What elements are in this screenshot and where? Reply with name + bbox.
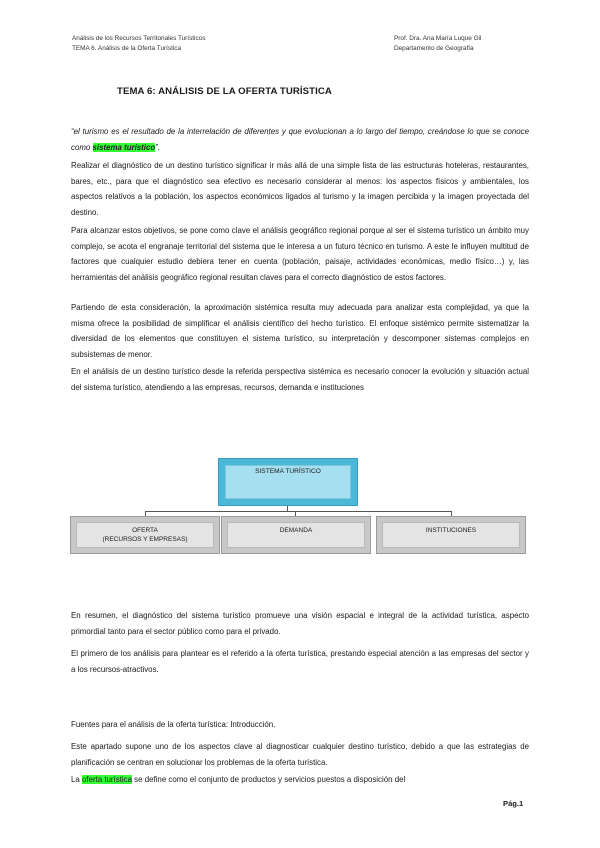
paragraph-4 <box>71 364 529 395</box>
diagram-node-label: SISTEMA TURÍSTICO <box>225 465 351 499</box>
last-line-start: La <box>71 775 82 784</box>
paragraph-2 <box>71 223 529 285</box>
paragraph-text: Partiendo de esta consideración, la aproximación sistémica resulta muy adecuada para analizar esta complejidad, ya que la misma ofrece la posibilidad de simplificar el análisis científico del hecho turístico. El enfoque sistémico permite sistematizar la diversidad de los elementos que constituyen el sistema turístico, su interpretación y descomponer sistemas complejos en subsistemas de menor. <box>71 303 529 359</box>
section-paragraph <box>71 739 529 770</box>
node-subtitle: (RECURSOS Y EMPRESAS) <box>102 536 188 543</box>
last-line <box>71 772 529 788</box>
paragraph-text: Este apartado supone uno de los aspectos clave al diagnosticar cualquier destino turístico, debido a que las estrategias de planificación se centran en solucionar los problemas de la oferta turística. <box>71 742 529 767</box>
header-right <box>394 34 481 54</box>
quote-end: ”. <box>155 142 161 152</box>
highlight-sistema-turistico: sistema turístico <box>92 142 156 152</box>
diagram-node-label <box>227 522 365 548</box>
node-title: OFERTA <box>132 527 158 534</box>
paragraph-3 <box>71 300 529 362</box>
diagram-node-label <box>382 522 520 548</box>
page-number: Pág.1 <box>503 799 524 808</box>
paragraph-text: Para alcanzar estos objetivos, se pone como clave el análisis geográfico regional porque al ser el sistema turístico un ámbito muy complejo, se acota el engranaje territorial del sistema que le interesa a un futuro técnico en turismo. A este le influyen multitud de factores que cualquier estudio debiera tener en cuenta (población, paisaje, actividades económicas, medio físico…) y, las herramientas del análisis geográfico regional resultan claves para el correcto diagnóstico de estos factores. <box>71 226 529 282</box>
header-topic: TEMA 6. Análisis de la Oferta Turística <box>72 45 182 52</box>
node-title: DEMANDA <box>279 527 313 534</box>
highlight-oferta-turistica: oferta turística <box>81 775 132 784</box>
diagram-node-label <box>76 522 214 548</box>
quote-text: “el turismo es el resultado de la interrelación de diferentes y que evolucionan a lo largo del tiempo, creándose lo que se conoce como <box>71 127 529 152</box>
paragraph-1 <box>71 158 529 220</box>
quote-paragraph <box>71 124 529 155</box>
diagram-connector <box>145 511 451 512</box>
header-department: Departamento de Geografía <box>394 45 474 52</box>
paragraph-text: Realizar el diagnóstico de un destino turístico significar ir más allá de una simple lista de las estructuras hoteleras, restaurantes, bares, etc., para que el diagnóstico sea efectivo es necesario considerar al menos: los aspectos físicos y ambientales, los aspectos relativos a la población, los aspectos económicos ligados al turismo y la imagen percibida y la imagen proyectada del destino. <box>71 161 529 217</box>
header-author: Prof. Dra. Ana María Luque Gil <box>394 35 482 42</box>
paragraph-first-analysis <box>71 646 529 677</box>
page-title: TEMA 6: ANÁLISIS DE LA OFERTA TURÍSTICA <box>117 86 332 97</box>
diagram-node-demanda <box>221 516 371 554</box>
paragraph-summary <box>71 608 529 639</box>
diagram-node-instituciones <box>376 516 526 554</box>
paragraph-text: En el análisis de un destino turístico desde la referida perspectiva sistémica es necesario conocer la evolución y situación actual del sistema turístico, atendiendo a las empresas, recursos, demanda e instituciones <box>71 367 529 392</box>
header-course: Análisis de los Recursos Territoriales Turísticos <box>72 35 206 42</box>
paragraph-text: El primero de los análisis para plantear es el referido a la oferta turística, prestando especial atención a las empresas del sector y a los recursos-atractivos. <box>71 649 529 674</box>
diagram-node-sistema <box>218 458 358 506</box>
section-heading <box>71 717 529 733</box>
paragraph-text: En resumen, el diagnóstico del sistema turístico promueve una visión espacial e integral de la actividad turística, aspecto primordial tanto para el sector público como para el privado. <box>71 611 529 636</box>
last-line-end: se define como el conjunto de productos y servicios puestos a disposición del <box>131 775 406 784</box>
header-left <box>72 34 205 54</box>
section-heading-text: Fuentes para el análisis de la oferta turística: Introducción. <box>71 720 276 729</box>
node-title: INSTITUCIONES <box>425 527 477 534</box>
diagram-node-oferta <box>70 516 220 554</box>
